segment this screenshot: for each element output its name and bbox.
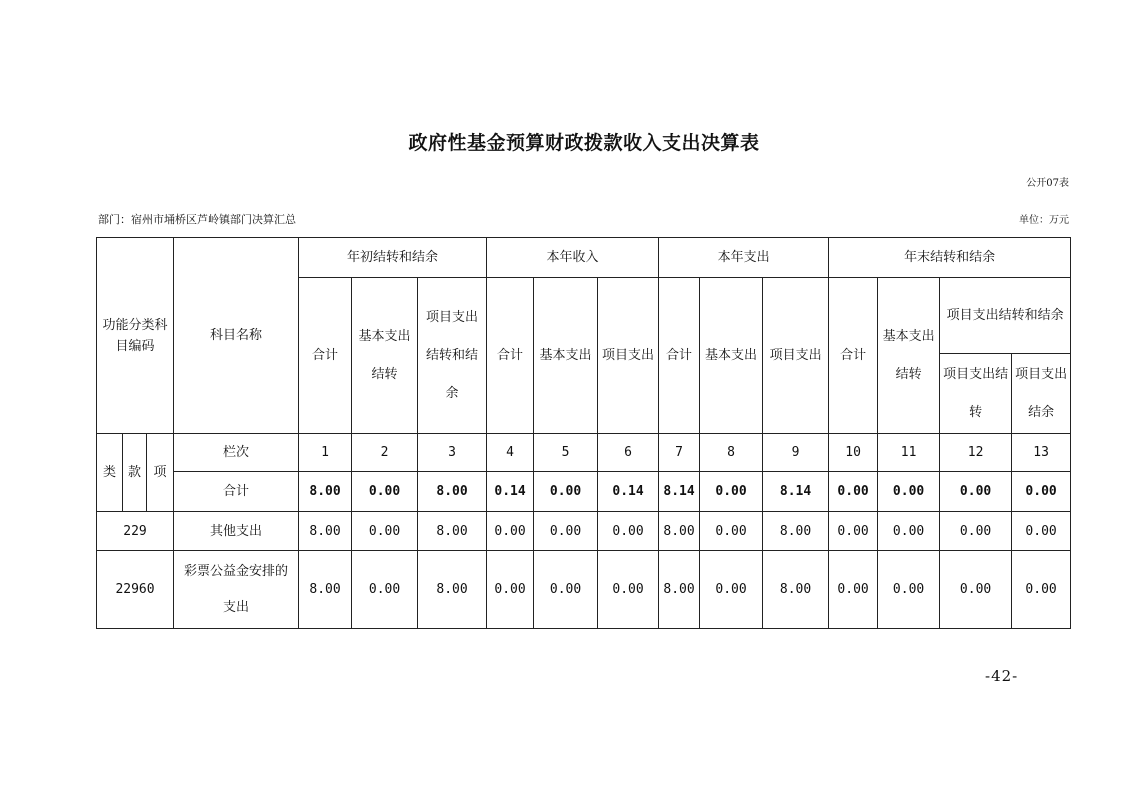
column-number: 5 [534,434,598,472]
cell-value: 0.00 [829,551,878,629]
cell-value: 8.00 [418,551,487,629]
cell-value: 0.00 [829,512,878,551]
cell-value: 0.00 [940,512,1012,551]
closing-balance-header: 年末结转和结余 [829,238,1071,278]
cell-value: 8.14 [659,472,700,512]
column-number: 12 [940,434,1012,472]
lei-header: 类 [97,434,123,512]
expense-project-header: 项目支出 [763,278,829,434]
row-name: 彩票公益金安排的支出 [174,551,299,629]
row-code: 22960 [97,551,174,629]
cell-value: 8.14 [763,472,829,512]
closing-basic-carry-header: 基本支出结转 [878,278,940,434]
cell-value: 0.00 [534,512,598,551]
table-row [97,512,1071,551]
opening-total-header: 合计 [299,278,352,434]
page-title: 政府性基金预算财政拨款收入支出决算表 [408,132,760,154]
cell-value: 8.00 [763,512,829,551]
closing-total-header: 合计 [829,278,878,434]
cell-value: 0.00 [700,551,763,629]
page-number: -42- [985,667,1019,685]
column-number: 10 [829,434,878,472]
cell-value: 8.00 [659,551,700,629]
cell-value: 0.14 [487,472,534,512]
opening-basic-carry-header: 基本支出结转 [352,278,418,434]
func-code-header: 功能分类科目编码 [97,238,174,434]
cell-value: 8.00 [659,512,700,551]
opening-project-carry-surplus-header: 项目支出结转和结余 [418,278,487,434]
cell-value: 8.00 [299,472,352,512]
kuan-header: 款 [123,434,147,512]
cell-value: 0.00 [1012,472,1071,512]
cell-value: 0.00 [534,551,598,629]
department-label: 部门：宿州市埇桥区芦岭镇部门决算汇总 [98,213,296,226]
column-number: 7 [659,434,700,472]
lanci-label: 栏次 [174,434,299,472]
budget-table [96,237,1071,629]
cell-value: 8.00 [418,472,487,512]
income-project-header: 项目支出 [598,278,659,434]
income-header: 本年收入 [487,238,659,278]
income-total-header: 合计 [487,278,534,434]
cell-value: 8.00 [299,551,352,629]
closing-project-carry-header: 项目支出结转 [940,354,1012,434]
opening-balance-header: 年初结转和结余 [299,238,487,278]
column-number: 1 [299,434,352,472]
column-number: 9 [763,434,829,472]
cell-value: 0.00 [700,472,763,512]
cell-value: 0.00 [487,512,534,551]
cell-value: 8.00 [418,512,487,551]
cell-value: 0.00 [878,472,940,512]
subject-name-header: 科目名称 [174,238,299,434]
cell-value: 0.00 [878,551,940,629]
cell-value: 0.00 [940,551,1012,629]
cell-value: 0.00 [598,551,659,629]
cell-value: 0.00 [1012,512,1071,551]
cell-value: 0.00 [829,472,878,512]
cell-value: 0.00 [598,512,659,551]
cell-value: 0.00 [700,512,763,551]
table-row [97,472,1071,512]
column-number: 13 [1012,434,1071,472]
row-name: 合计 [174,472,299,512]
cell-value: 0.00 [352,472,418,512]
column-number: 8 [700,434,763,472]
table-row [97,551,1071,629]
cell-value: 0.00 [534,472,598,512]
xiang-header: 项 [147,434,174,512]
closing-project-surplus-header: 项目支出结余 [1012,354,1071,434]
column-number: 6 [598,434,659,472]
cell-value: 8.00 [763,551,829,629]
form-code: 公开07表 [1026,178,1069,189]
cell-value: 0.00 [352,512,418,551]
cell-value: 0.00 [487,551,534,629]
cell-value: 0.14 [598,472,659,512]
expense-total-header: 合计 [659,278,700,434]
cell-value: 0.00 [352,551,418,629]
expense-header: 本年支出 [659,238,829,278]
expense-basic-header: 基本支出 [700,278,763,434]
cell-value: 8.00 [299,512,352,551]
row-name: 其他支出 [174,512,299,551]
income-basic-header: 基本支出 [534,278,598,434]
column-number: 4 [487,434,534,472]
cell-value: 0.00 [878,512,940,551]
cell-value: 0.00 [1012,551,1071,629]
unit-label: 单位：万元 [1019,215,1069,226]
row-code: 229 [97,512,174,551]
column-number: 11 [878,434,940,472]
column-number: 3 [418,434,487,472]
column-number: 2 [352,434,418,472]
closing-project-carry-surplus-header: 项目支出结转和结余 [940,278,1071,354]
cell-value: 0.00 [940,472,1012,512]
